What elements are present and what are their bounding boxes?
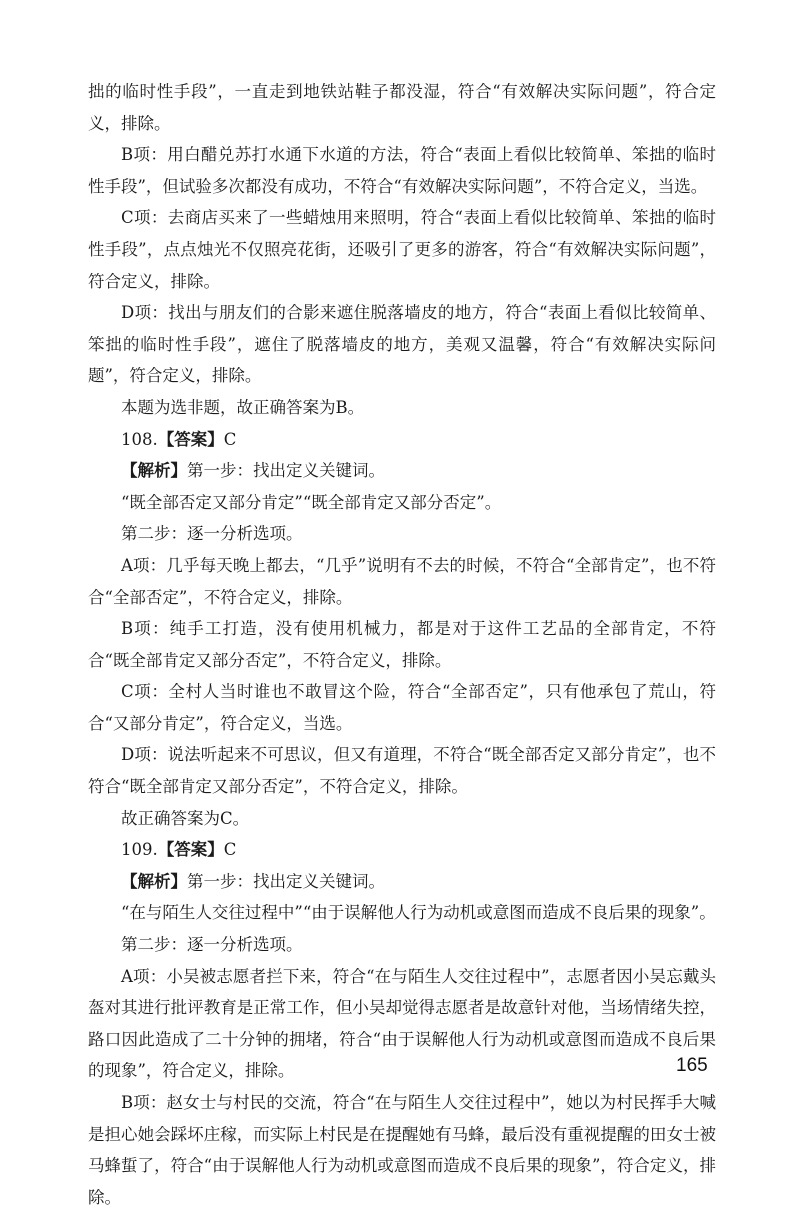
paragraph-step-two: 第二步：逐一分析选项。 [121, 935, 303, 955]
question-number: 108. [121, 429, 158, 449]
paragraph-continuation: 拙的临时性手段”，一直走到地铁站鞋子都没湿，符合“有效解决实际问题”，符合定义，排除。 [88, 82, 716, 133]
page-content [88, 76, 716, 1213]
paragraph-option-d: D项：找出与朋友们的合影来遮住脱落墙皮的地方，符合“表面上看似比较简单、笨拙的临时性手段”，遮住了脱落墙皮的地方，美观又温馨，符合“有效解决实际问题”，符合定义，排除。 [88, 303, 716, 386]
answer-109 [88, 834, 716, 866]
paragraph-option-a: A项：小吴被志愿者拦下来，符合“在与陌生人交往过程中”，志愿者因小吴忘戴头盔对其进行批评教育是正常工作，但小吴却觉得志愿者是故意针对他，当场情绪失控，路口因此造成了二十分钟的拥堵，符合“由于误解他人行为动机或意图而造成不良后果的现象”，符合定义，排除。 [88, 966, 716, 1081]
analysis-108 [88, 455, 716, 487]
answer-label: 【答案】 [157, 840, 224, 860]
paragraph-option-d: D项：说法听起来不可思议，但又有道理，不符合“既全部否定又部分肯定”，也不符合“既全部肯定又部分否定”，不符合定义，排除。 [88, 745, 716, 797]
paragraph-keywords: “在与陌生人交往过程中”“由于误解他人行为动机或意图而造成不良后果的现象”。 [121, 903, 716, 923]
answer-value: C [223, 429, 237, 449]
paragraph-option-a: A项：几乎每天晚上都去，“几乎”说明有不去的时候，不符合“全部肯定”，也不符合“全部否定”，不符合定义，排除。 [88, 555, 716, 607]
paragraph-option-b: B项：赵女士与村民的交流，符合“在与陌生人交往过程中”，她以为村民挥手大喊是担心她会踩坏庄稼，而实际上村民是在提醒她有马蜂，最后没有重视提醒的田女士被马蜂蜇了，符合“由于误解他人行为动机或意图而造成不良后果的现象”，符合定义，排除。 [88, 1093, 716, 1207]
page-number: 165 [676, 1055, 708, 1076]
paragraph-conclusion: 本题为选非题，故正确答案为B。 [121, 397, 365, 417]
analysis-label: 【解析】 [121, 461, 187, 481]
analysis-label: 【解析】 [121, 871, 187, 891]
paragraph-step-two: 第二步：逐一分析选项。 [121, 524, 303, 544]
analysis-text: 第一步：找出定义关键词。 [187, 871, 385, 891]
paragraph-option-c: C项：全村人当时谁也不敢冒这个险，符合“全部否定”，只有他承包了荒山，符合“又部分肯定”，符合定义，当选。 [88, 682, 716, 733]
answer-value: C [223, 840, 237, 860]
paragraph-conclusion: 故正确答案为C。 [121, 808, 250, 828]
answer-108 [88, 424, 716, 456]
paragraph-option-b: B项：纯手工打造，没有使用机械力，都是对于这件工艺品的全部肯定，不符合“既全部肯定又部分否定”，不符合定义，排除。 [88, 619, 716, 670]
analysis-text: 第一步：找出定义关键词。 [187, 461, 385, 481]
paragraph-option-b: B项：用白醋兑苏打水通下水道的方法，符合“表面上看似比较简单、笨拙的临时性手段”，但试验多次都没有成功，不符合“有效解决实际问题”，不符合定义，当选。 [88, 145, 716, 196]
analysis-109 [88, 866, 716, 898]
paragraph-keywords: “既全部否定又部分肯定”“既全部肯定又部分否定”。 [121, 492, 502, 512]
paragraph-option-c: C项：去商店买来了一些蜡烛用来照明，符合“表面上看似比较简单、笨拙的临时性手段”，点点烛光不仅照亮花街，还吸引了更多的游客，符合“有效解决实际问题”，符合定义，排除。 [88, 208, 716, 291]
question-number: 109. [121, 840, 158, 860]
answer-label: 【答案】 [157, 429, 224, 449]
